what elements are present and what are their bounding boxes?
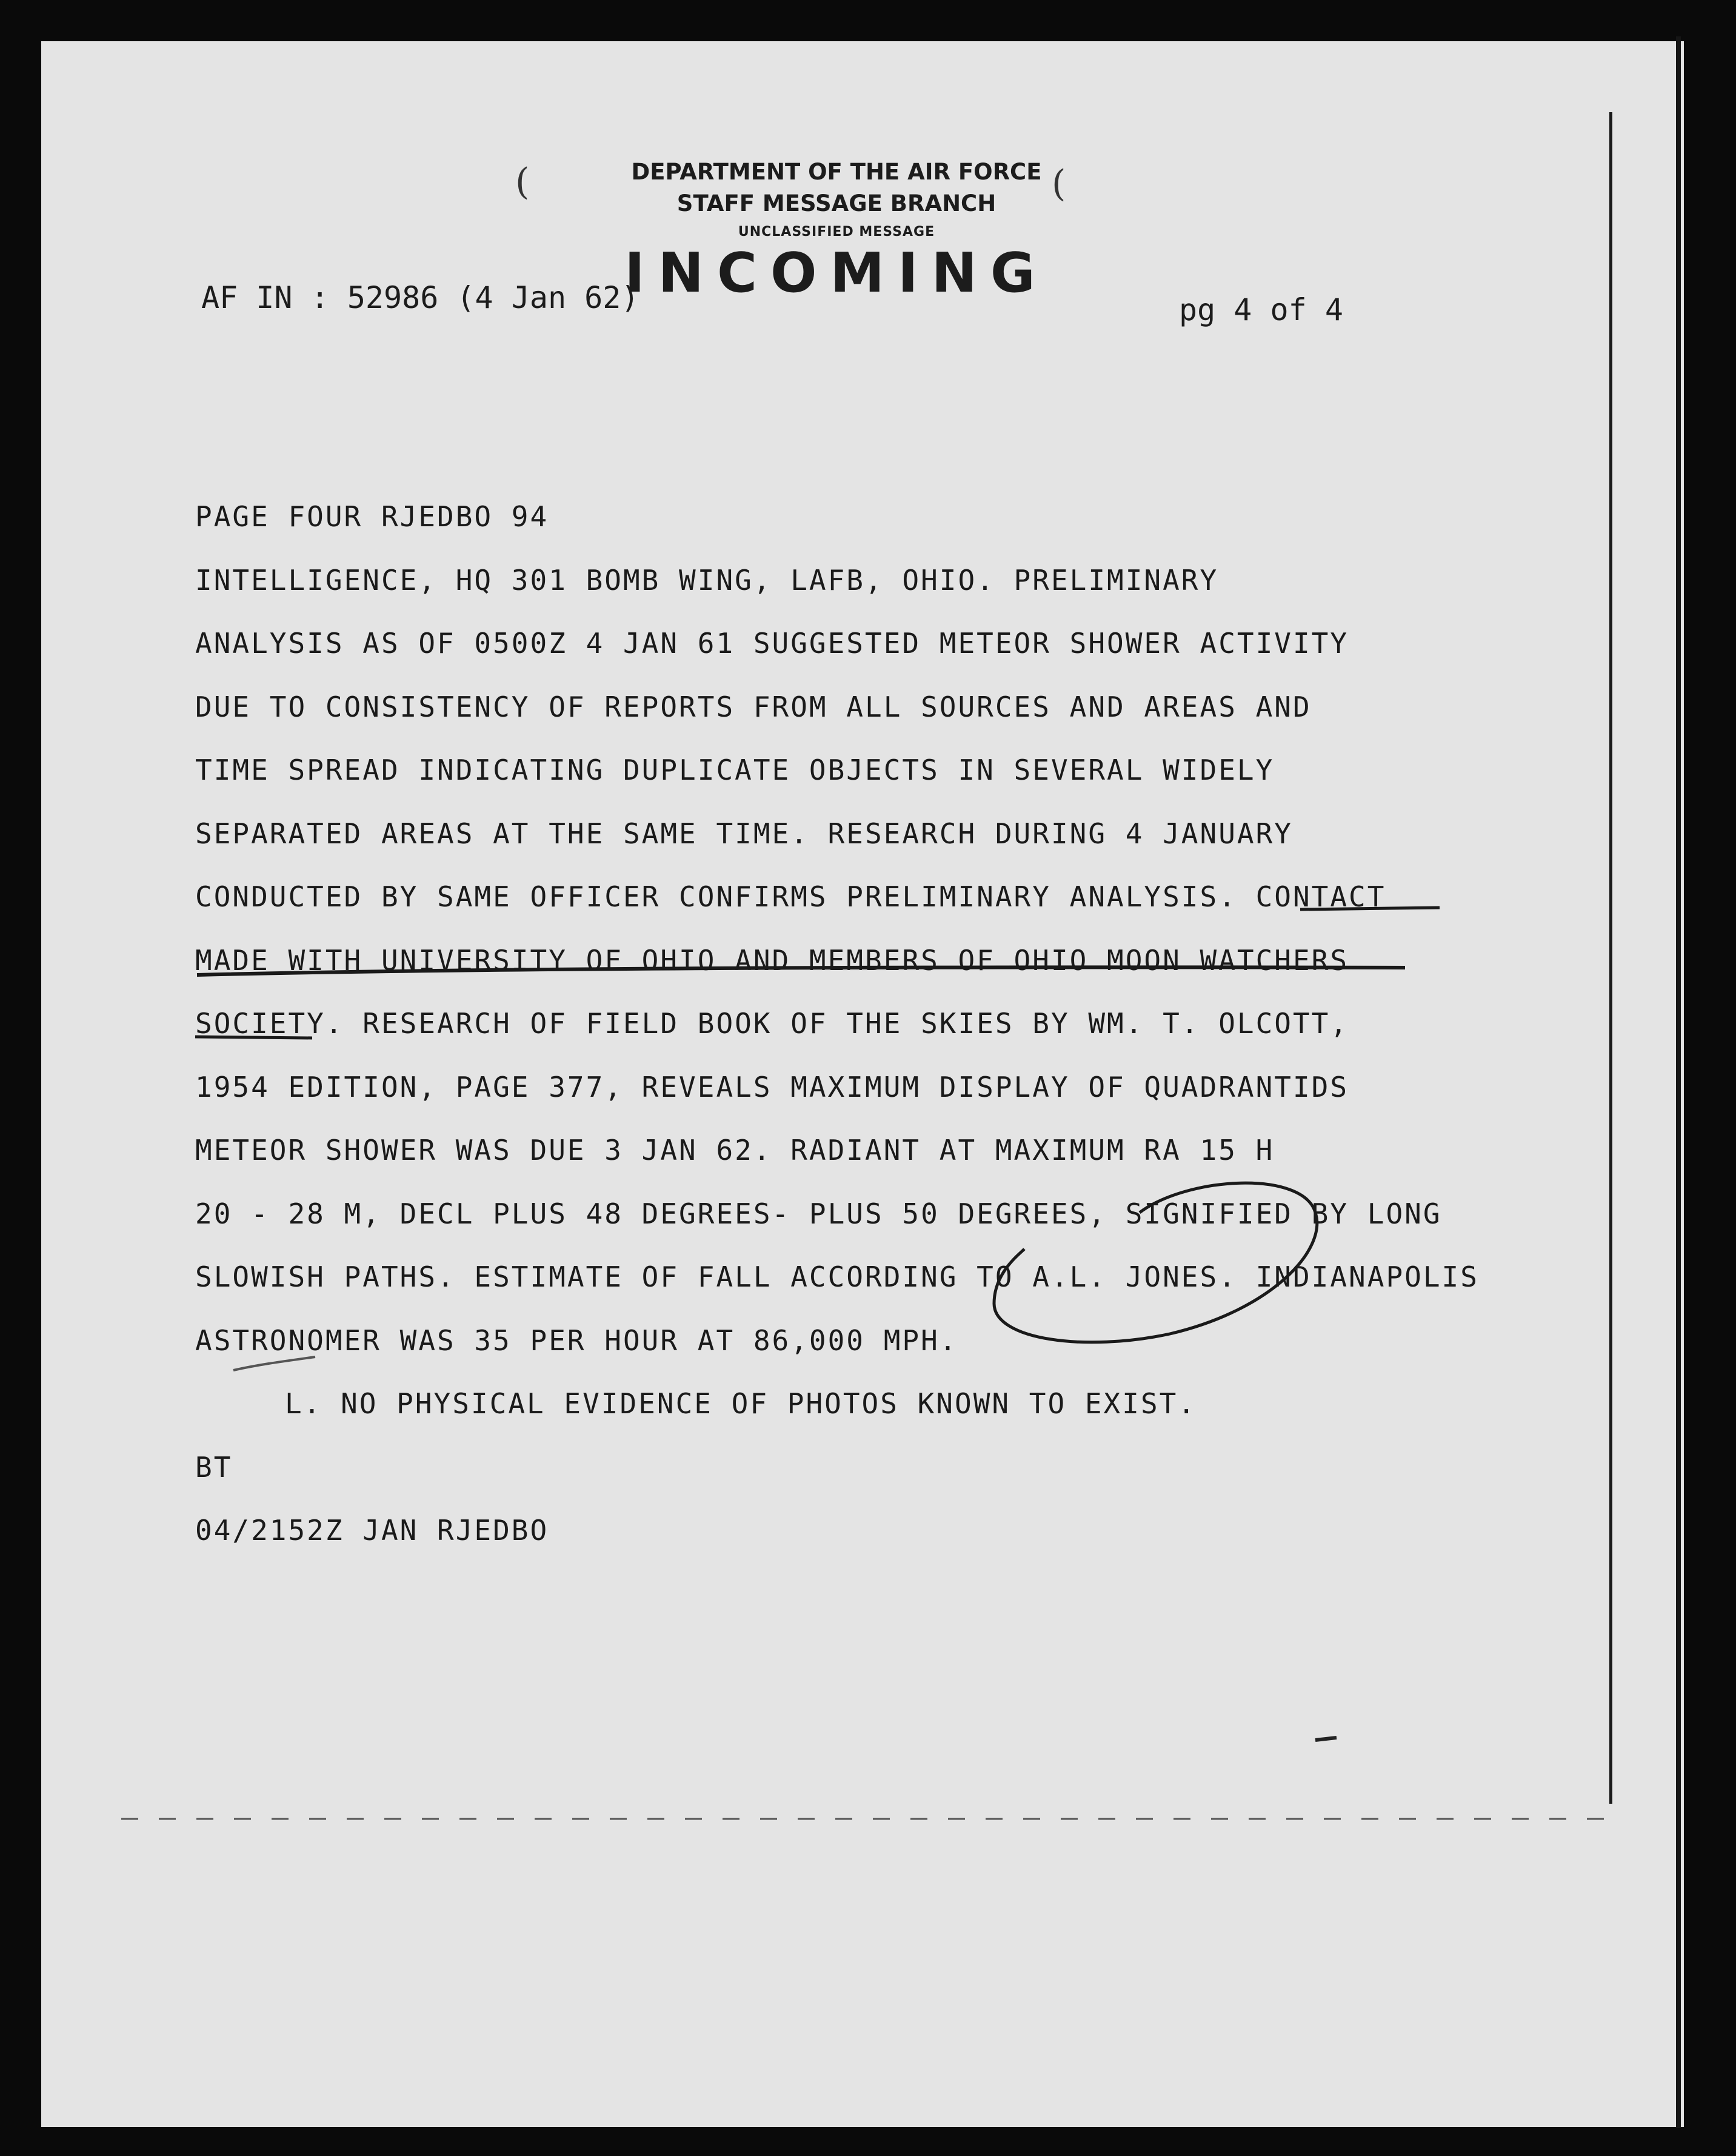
body-line: TIME SPREAD INDICATING DUPLICATE OBJECTS IN SEVERAL WIDELY [195, 754, 1275, 786]
branch-heading: STAFF MESSAGE BRANCH [676, 190, 997, 216]
af-in-number: AF IN : 52986 (4 Jan 62) [201, 280, 639, 315]
body-line: L. NO PHYSICAL EVIDENCE OF PHOTOS KNOWN TO EXIST. [285, 1387, 1197, 1420]
message-body [195, 485, 1479, 1562]
right-bracket-mark: ( [1052, 162, 1066, 205]
body-line: METEOR SHOWER WAS DUE 3 JAN 62. RADIANT AT MAXIMUM RA 15 H [195, 1134, 1275, 1167]
body-line: SEPARATED AREAS AT THE SAME TIME. RESEARCH DURING 4 JANUARY [195, 817, 1293, 850]
body-line: 1954 EDITION, PAGE 377, REVEALS MAXIMUM DISPLAY OF QUADRANTIDS [195, 1070, 1349, 1103]
margin-rule [1609, 112, 1612, 1804]
body-line: PAGE FOUR RJEDBO 94 [195, 500, 549, 533]
body-line: INTELLIGENCE, HQ 301 BOMB WING, LAFB, OHIO. PRELIMINARY [195, 563, 1219, 597]
body-line: 04/2152Z JAN RJEDBO [195, 1514, 549, 1547]
body-line: SOCIETY. RESEARCH OF FIELD BOOK OF THE SKIES BY WM. T. OLCOTT, [195, 1007, 1349, 1040]
body-line: ASTRONOMER WAS 35 PER HOUR AT 86,000 MPH. [195, 1324, 958, 1357]
page-edge [1676, 36, 1681, 2128]
body-line: DUE TO CONSISTENCY OF REPORTS FROM ALL SOURCES AND AREAS AND [195, 690, 1312, 723]
body-line: ANALYSIS AS OF 0500Z 4 JAN 61 SUGGESTED METEOR SHOWER ACTIVITY [195, 627, 1349, 660]
body-line: 20 - 28 M, DECL PLUS 48 DEGREES- PLUS 50 DEGREES, SIGNIFIED BY LONG [195, 1197, 1442, 1230]
department-heading: DEPARTMENT OF THE AIR FORCE [631, 159, 1042, 185]
body-line: SLOWISH PATHS. ESTIMATE OF FALL ACCORDING TO A.L. JONES. INDIANAPOLIS [195, 1260, 1479, 1293]
classification-label: UNCLASSIFIED MESSAGE [738, 224, 935, 239]
left-bracket-mark: ( [515, 161, 530, 203]
incoming-stamp: INCOMING [624, 241, 1049, 305]
body-line: BT [195, 1450, 233, 1484]
body-line: MADE WITH UNIVERSITY OF OHIO AND MEMBERS OF OHIO MOON WATCHERS [195, 943, 1349, 977]
page-number: pg 4 of 4 [1179, 292, 1343, 327]
body-line: CONDUCTED BY SAME OFFICER CONFIRMS PRELIMINARY ANALYSIS. CONTACT [195, 880, 1386, 913]
